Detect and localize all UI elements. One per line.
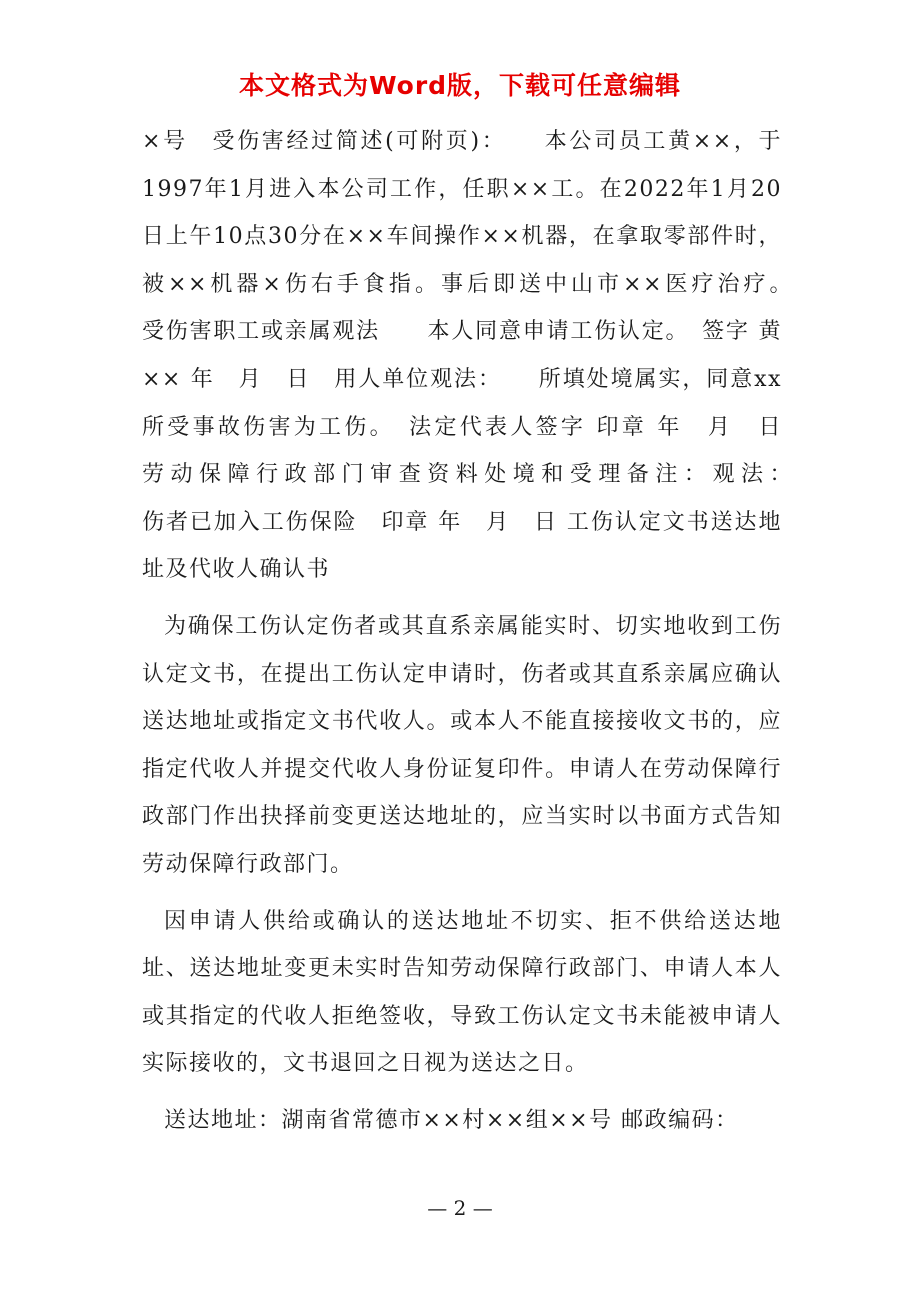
body-paragraph-form: ×号 受伤害经过简述(可附页)： 本公司员工黄××，于1997年1月进入本公司工作，任职××工。在2022年1月20日上午10点30分在××车间操作××机器，在拿取零部件时，被××机器×伤右手食指。事后即送中山市××医疗治疗。 受伤害职工或亲属观法 本人同意申请工伤认定。 签字 黄×× 年 月 日 用人单位观法： 所填处境属实，同意xx所受事故伤害为工伤。 法定代表人签字 印章 年 月 日 劳动保障行政部门审查资料处境和受理备注：观法： 伤者已加入工伤保险 印章 年 月 日 工伤认定文书送达地址及代收人确认书	[142, 129, 877, 583]
body-paragraph-address: 送达地址：湖南省常德市××村××组××号 邮政编码：	[164, 1107, 739, 1133]
body-paragraph-purpose: 为确保工伤认定伤者或其直系亲属能实时、切实地收到工伤认定文书，在提出工伤认定申请时，伤者或其直系亲属应确认送达地址或指定文书代收人。或本人不能直接接收文书的，应指定代收人并提交代收人身份证复印件。申请人在劳动保障行政部门作出抉择前变更送达地址的，应当实时以书面方式告知劳动保障行政部门。	[142, 613, 782, 877]
download-banner: 本文格式为Word版，下载可任意编辑	[238, 71, 682, 100]
document-body	[142, 118, 877, 1153]
body-paragraph-consequence: 因申请人供给或确认的送达地址不切实、拒不供给送达地址、送达地址变更未实时告知劳动保障行政部门、申请人本人或其指定的代收人拒绝签收，导致工伤认定文书未能被申请人实际接收的，文书退回之日视为送达之日。	[142, 908, 782, 1077]
page-number: — 2 —	[427, 1196, 493, 1220]
